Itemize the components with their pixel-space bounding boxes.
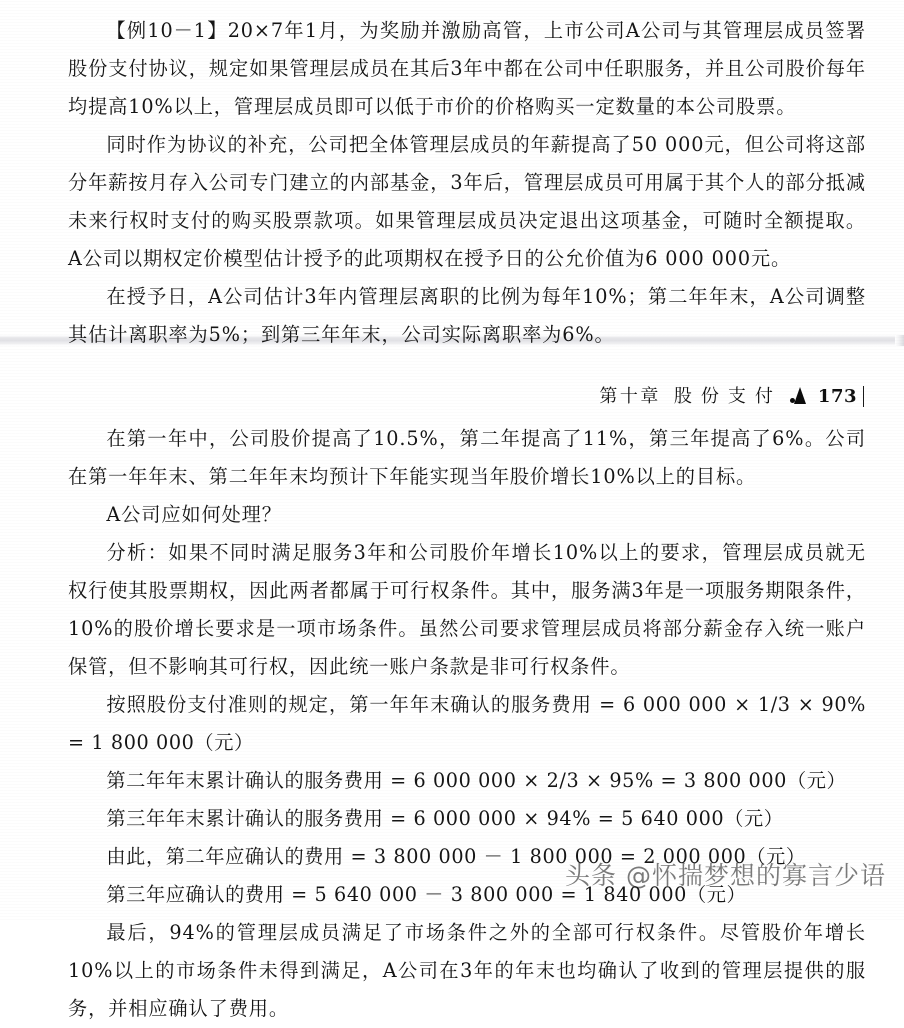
paragraph-example-intro: 【例10－1】20×7年1月，为奖励并激励高管，上市公司A公司与其管理层成员签署股份支付协议，规定如果管理层成员在其后3年中都在公司中任职服务，并且公司股价每年均提高10%以上，管理层成员即可以低于市价的价格购买一定数量的本公司股票。 [68, 19, 866, 118]
calculation-year1: 按照股份支付准则的规定，第一年年末确认的服务费用 = 6 000 000 × 1/3 × 90% = 1 800 000（元） [68, 693, 866, 754]
calculation-year2-cumulative: 第二年年末累计确认的服务费用 = 6 000 000 × 2/3 × 95% = 3 800 000（元） [106, 769, 847, 792]
paragraph-agreement-supplement: 同时作为协议的补充，公司把全体管理层成员的年薪提高了50 000元，但公司将这部分年薪按月存入公司专门建立的内部基金，3年后，管理层成员可用属于其个人的部分抵减未来行权时支付的购买股票款项。如果管理层成员决定退出这项基金，可随时全额提取。A公司以期权定价模型估计授予的此项期权在授予日的公允价值为6 000 000元。 [68, 133, 866, 270]
page-fragment-top [0, 0, 904, 346]
page-number: 173 [818, 386, 864, 407]
calculation-year2-expense: 由此，第二年应确认的费用 = 3 800 000 － 1 800 000 = 2 000 000（元） [106, 845, 806, 868]
top-text-column [0, 0, 904, 354]
running-head-chapter: 第十章 [599, 386, 661, 407]
paragraph-share-price-growth: 在第一年中，公司股价提高了10.5%，第二年提高了11%，第三年提高了6%。公司在第一年年末、第二年年末均预计下年能实现当年股价增长10%以上的目标。 [68, 427, 866, 488]
watermark-attribution: 头条 @怀揣梦想的寡言少语 [565, 861, 886, 890]
page-fragment-bottom [0, 346, 904, 1020]
chapter-mark-icon [790, 385, 809, 404]
paragraph-question: A公司应如何处理？ [106, 503, 282, 526]
bottom-text-column [0, 420, 904, 1028]
calculation-year3-expense: 第三年应确认的费用 = 5 640 000 － 3 800 000 = 1 840 000（元） [106, 883, 747, 906]
paragraph-grant-date-estimates: 在授予日，A公司估计3年内管理层离职的比例为每年10%；第二年年末，A公司调整其估计离职率为5%；到第三年年末，公司实际离职率为6%。 [68, 285, 866, 346]
running-head [0, 346, 904, 420]
paragraph-conclusion: 最后，94%的管理层成员满足了市场条件之外的全部可行权条件。尽管股价年增长10%以上的市场条件未得到满足，A公司在3年的年末也均确认了收到的管理层提供的服务，并相应确认了费用。 [68, 921, 866, 1020]
paragraph-analysis: 分析：如果不同时满足服务3年和公司股价年增长10%以上的要求，管理层成员就无权行使其股票期权，因此两者都属于可行权条件。其中，服务满3年是一项服务期限条件，10%的股价增长要求是一项市场条件。虽然公司要求管理层成员将部分薪金存入统一账户保管，但不影响其可行权，因此统一账户条款是非可行权条件。 [68, 541, 866, 678]
running-head-title: 股份支付 [673, 386, 782, 407]
calculation-year3-cumulative: 第三年年末累计确认的服务费用 = 6 000 000 × 94% = 5 640 000（元） [106, 807, 784, 830]
